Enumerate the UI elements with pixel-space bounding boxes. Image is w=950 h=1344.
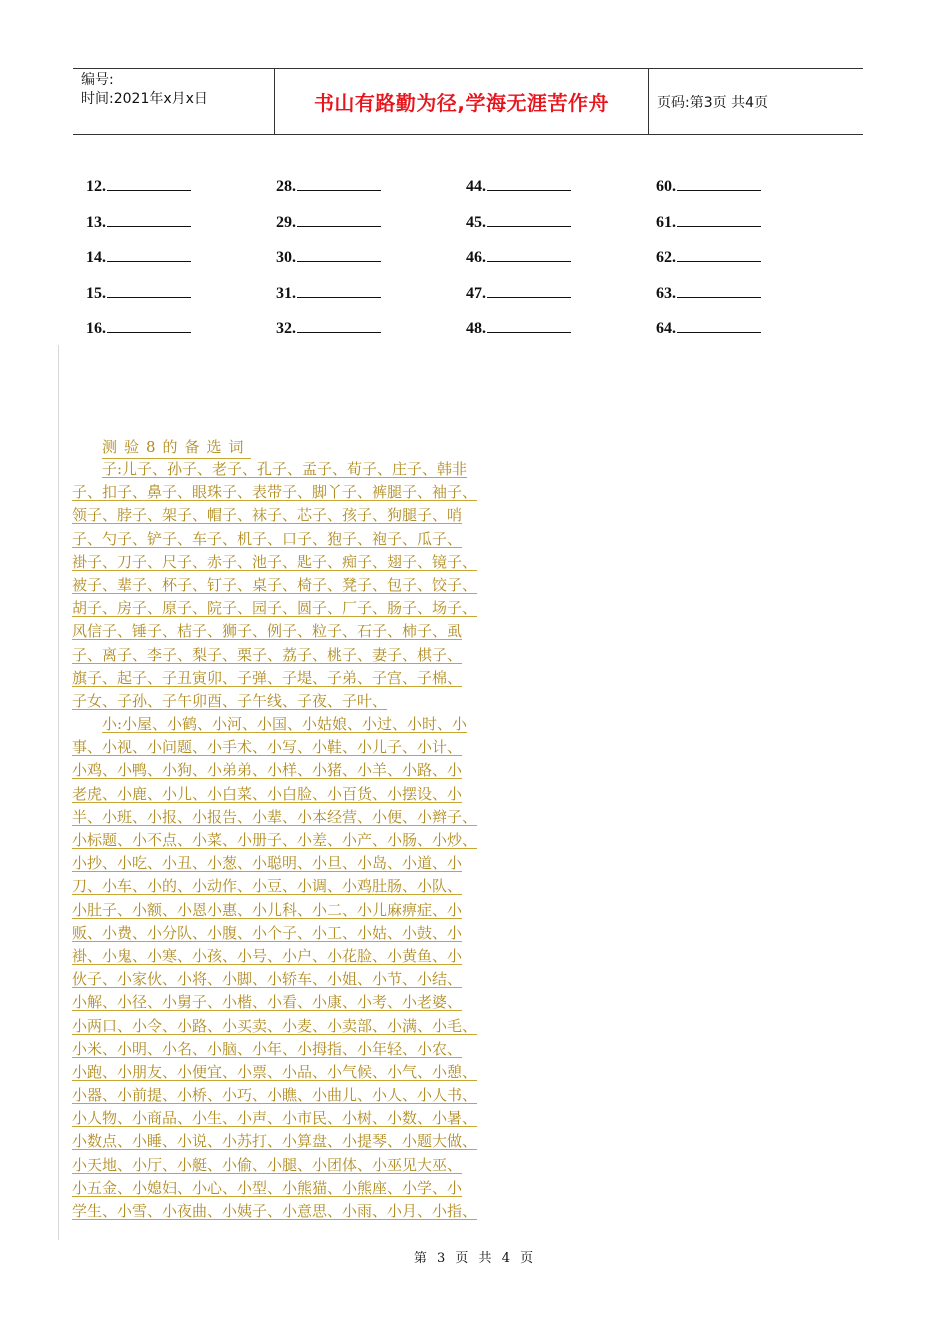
answer-number: 15. [86,284,106,302]
answer-number: 30. [276,249,296,266]
answer-blank[interactable] [677,176,761,191]
answer-number: 60. [656,178,676,195]
answer-blank[interactable] [677,283,761,298]
page-footer: 第 3 页 共 4 页 [413,1251,537,1266]
vocab-line: 子女、子孙、子午卯酉、子午线、子夜、子叶、 [72,691,388,710]
answer-blank[interactable] [487,247,571,262]
vocab-line: 小两口、小令、小路、小买卖、小麦、小卖部、小满、小毛、 [72,1016,478,1035]
vocab-line: 小:小屋、小鹤、小河、小国、小姑娘、小过、小时、小 [102,715,468,734]
vocab-line: 褂子、刀子、尺子、赤子、池子、匙子、痴子、翅子、镜子、 [72,552,478,571]
answer-number: 63. [656,284,676,302]
vocab-line: 小数点、小睡、小说、小苏打、小算盘、小提琴、小题大做、 [72,1132,478,1151]
answer-number: 46. [466,249,486,266]
vocab-line: 子、扣子、鼻子、眼珠子、表带子、脚丫子、裤腿子、袖子、 [72,483,478,502]
vocab-line: 小天地、小厅、小艇、小偷、小腿、小团体、小巫见大巫、 [72,1155,463,1174]
vocab-title: 测验8的备选词 [102,436,251,459]
answer-number: 12. [86,178,106,195]
vocab-text [72,459,900,1224]
answer-blanks [86,176,846,354]
vocab-line: 小米、小明、小名、小脑、小年、小拇指、小年轻、小农、 [72,1039,463,1058]
answer-number: 45. [466,213,486,231]
answer-number: 64. [656,320,676,337]
header-page-info: 页码:第3页 共4页 [657,94,768,111]
vocab-line: 小跑、小朋友、小便宜、小票、小品、小气候、小气、小憩、 [72,1062,478,1081]
vocab-line: 领子、脖子、架子、帽子、袜子、芯子、孩子、狗腿子、哨 [72,506,463,525]
margin-rule [58,345,59,1240]
vocab-line: 小鸡、小鸭、小狗、小弟弟、小样、小猪、小羊、小路、小 [72,761,463,780]
vocab-line: 小器、小前提、小桥、小巧、小瞧、小曲儿、小人、小人书、 [72,1086,478,1105]
answer-blank[interactable] [297,176,381,191]
answer-number: 61. [656,213,676,231]
time-label: 时间:2021年x月x日 [81,91,208,107]
answer-blank[interactable] [487,283,571,298]
vocab-line: 半、小班、小报、小报告、小辈、小本经营、小便、小辫子、 [72,807,478,826]
answer-number: 14. [86,249,106,266]
answer-row [86,212,846,248]
vocab-line: 小解、小径、小舅子、小楷、小看、小康、小考、小老婆、 [72,993,463,1012]
answer-row [86,318,846,354]
answer-blank[interactable] [297,283,381,298]
vocab-line: 子、勺子、铲子、车子、机子、口子、狍子、袍子、瓜子、 [72,529,463,548]
vocab-line: 被子、辈子、杯子、钉子、桌子、椅子、凳子、包子、饺子、 [72,575,478,594]
answer-blank[interactable] [487,318,571,333]
answer-blank[interactable] [107,318,191,333]
vocab-line: 风信子、锤子、桔子、狮子、例子、粒子、石子、柿子、虱 [72,622,463,641]
vocab-line: 老虎、小鹿、小儿、小白菜、小白脸、小百货、小摆设、小 [72,784,463,803]
answer-number: 44. [466,178,486,195]
vocab-line: 小抄、小吃、小丑、小葱、小聪明、小旦、小岛、小道、小 [72,854,463,873]
answer-blank[interactable] [677,247,761,262]
answer-blank[interactable] [677,318,761,333]
answer-blank[interactable] [107,212,191,227]
answer-blank[interactable] [107,176,191,191]
answer-blank[interactable] [107,283,191,298]
answer-number: 47. [466,284,486,302]
answer-number: 28. [276,178,296,195]
vocab-line: 褂、小鬼、小寒、小孩、小号、小户、小花脸、小黄鱼、小 [72,946,463,965]
answer-number: 13. [86,213,106,231]
vocab-line: 小标题、小不点、小菜、小册子、小差、小产、小肠、小炒、 [72,831,478,849]
header-meta [73,69,275,134]
answer-blank[interactable] [107,247,191,262]
answer-blank[interactable] [487,212,571,227]
answer-number: 48. [466,320,486,337]
vocab-line: 旗子、起子、子丑寅卯、子弹、子堤、子弟、子宫、子棉、 [72,668,463,687]
vocab-line: 小肚子、小额、小恩小惠、小儿科、小二、小儿麻痹症、小 [72,900,463,919]
vocab-line: 胡子、房子、原子、院子、园子、圆子、厂子、肠子、场子、 [72,599,478,618]
answer-row [86,283,846,319]
vocab-line: 子:儿子、孙子、老子、孔子、孟子、荀子、庄子、韩非 [102,460,468,478]
vocab-line: 事、小视、小问题、小手术、小写、小鞋、小儿子、小计、 [72,738,463,757]
header-motto: 书山有路勤为径,学海无涯苦作舟 [275,69,649,134]
answer-blank[interactable] [297,318,381,333]
vocab-line: 刀、小车、小的、小动作、小豆、小调、小鸡肚肠、小队、 [72,877,463,896]
answer-number: 16. [86,320,106,337]
vocab-line: 小人物、小商品、小生、小声、小市民、小树、小数、小暑、 [72,1109,478,1128]
vocab-line: 贩、小费、小分队、小腹、小个子、小工、小姑、小鼓、小 [72,923,463,942]
vocab-line: 小五金、小媳妇、小心、小型、小熊猫、小熊座、小学、小 [72,1178,463,1197]
answer-number: 29. [276,213,296,231]
vocab-line: 伙子、小家伙、小将、小脚、小轿车、小姐、小节、小结、 [72,970,463,989]
answer-number: 31. [276,284,296,302]
answer-number: 32. [276,320,296,337]
answer-blank[interactable] [297,212,381,227]
vocab-line: 学生、小雪、小夜曲、小姨子、小意思、小雨、小月、小指、 [72,1202,478,1220]
code-label: 编号: [81,72,114,88]
answer-row [86,247,846,283]
answer-blank[interactable] [677,212,761,227]
vocab-line: 子、离子、李子、梨子、栗子、荔子、桃子、妻子、棋子、 [72,645,463,664]
answer-blank[interactable] [297,247,381,262]
answer-number: 62. [656,249,676,266]
page-header [73,68,863,135]
answer-row [86,176,846,212]
answer-blank[interactable] [487,176,571,191]
